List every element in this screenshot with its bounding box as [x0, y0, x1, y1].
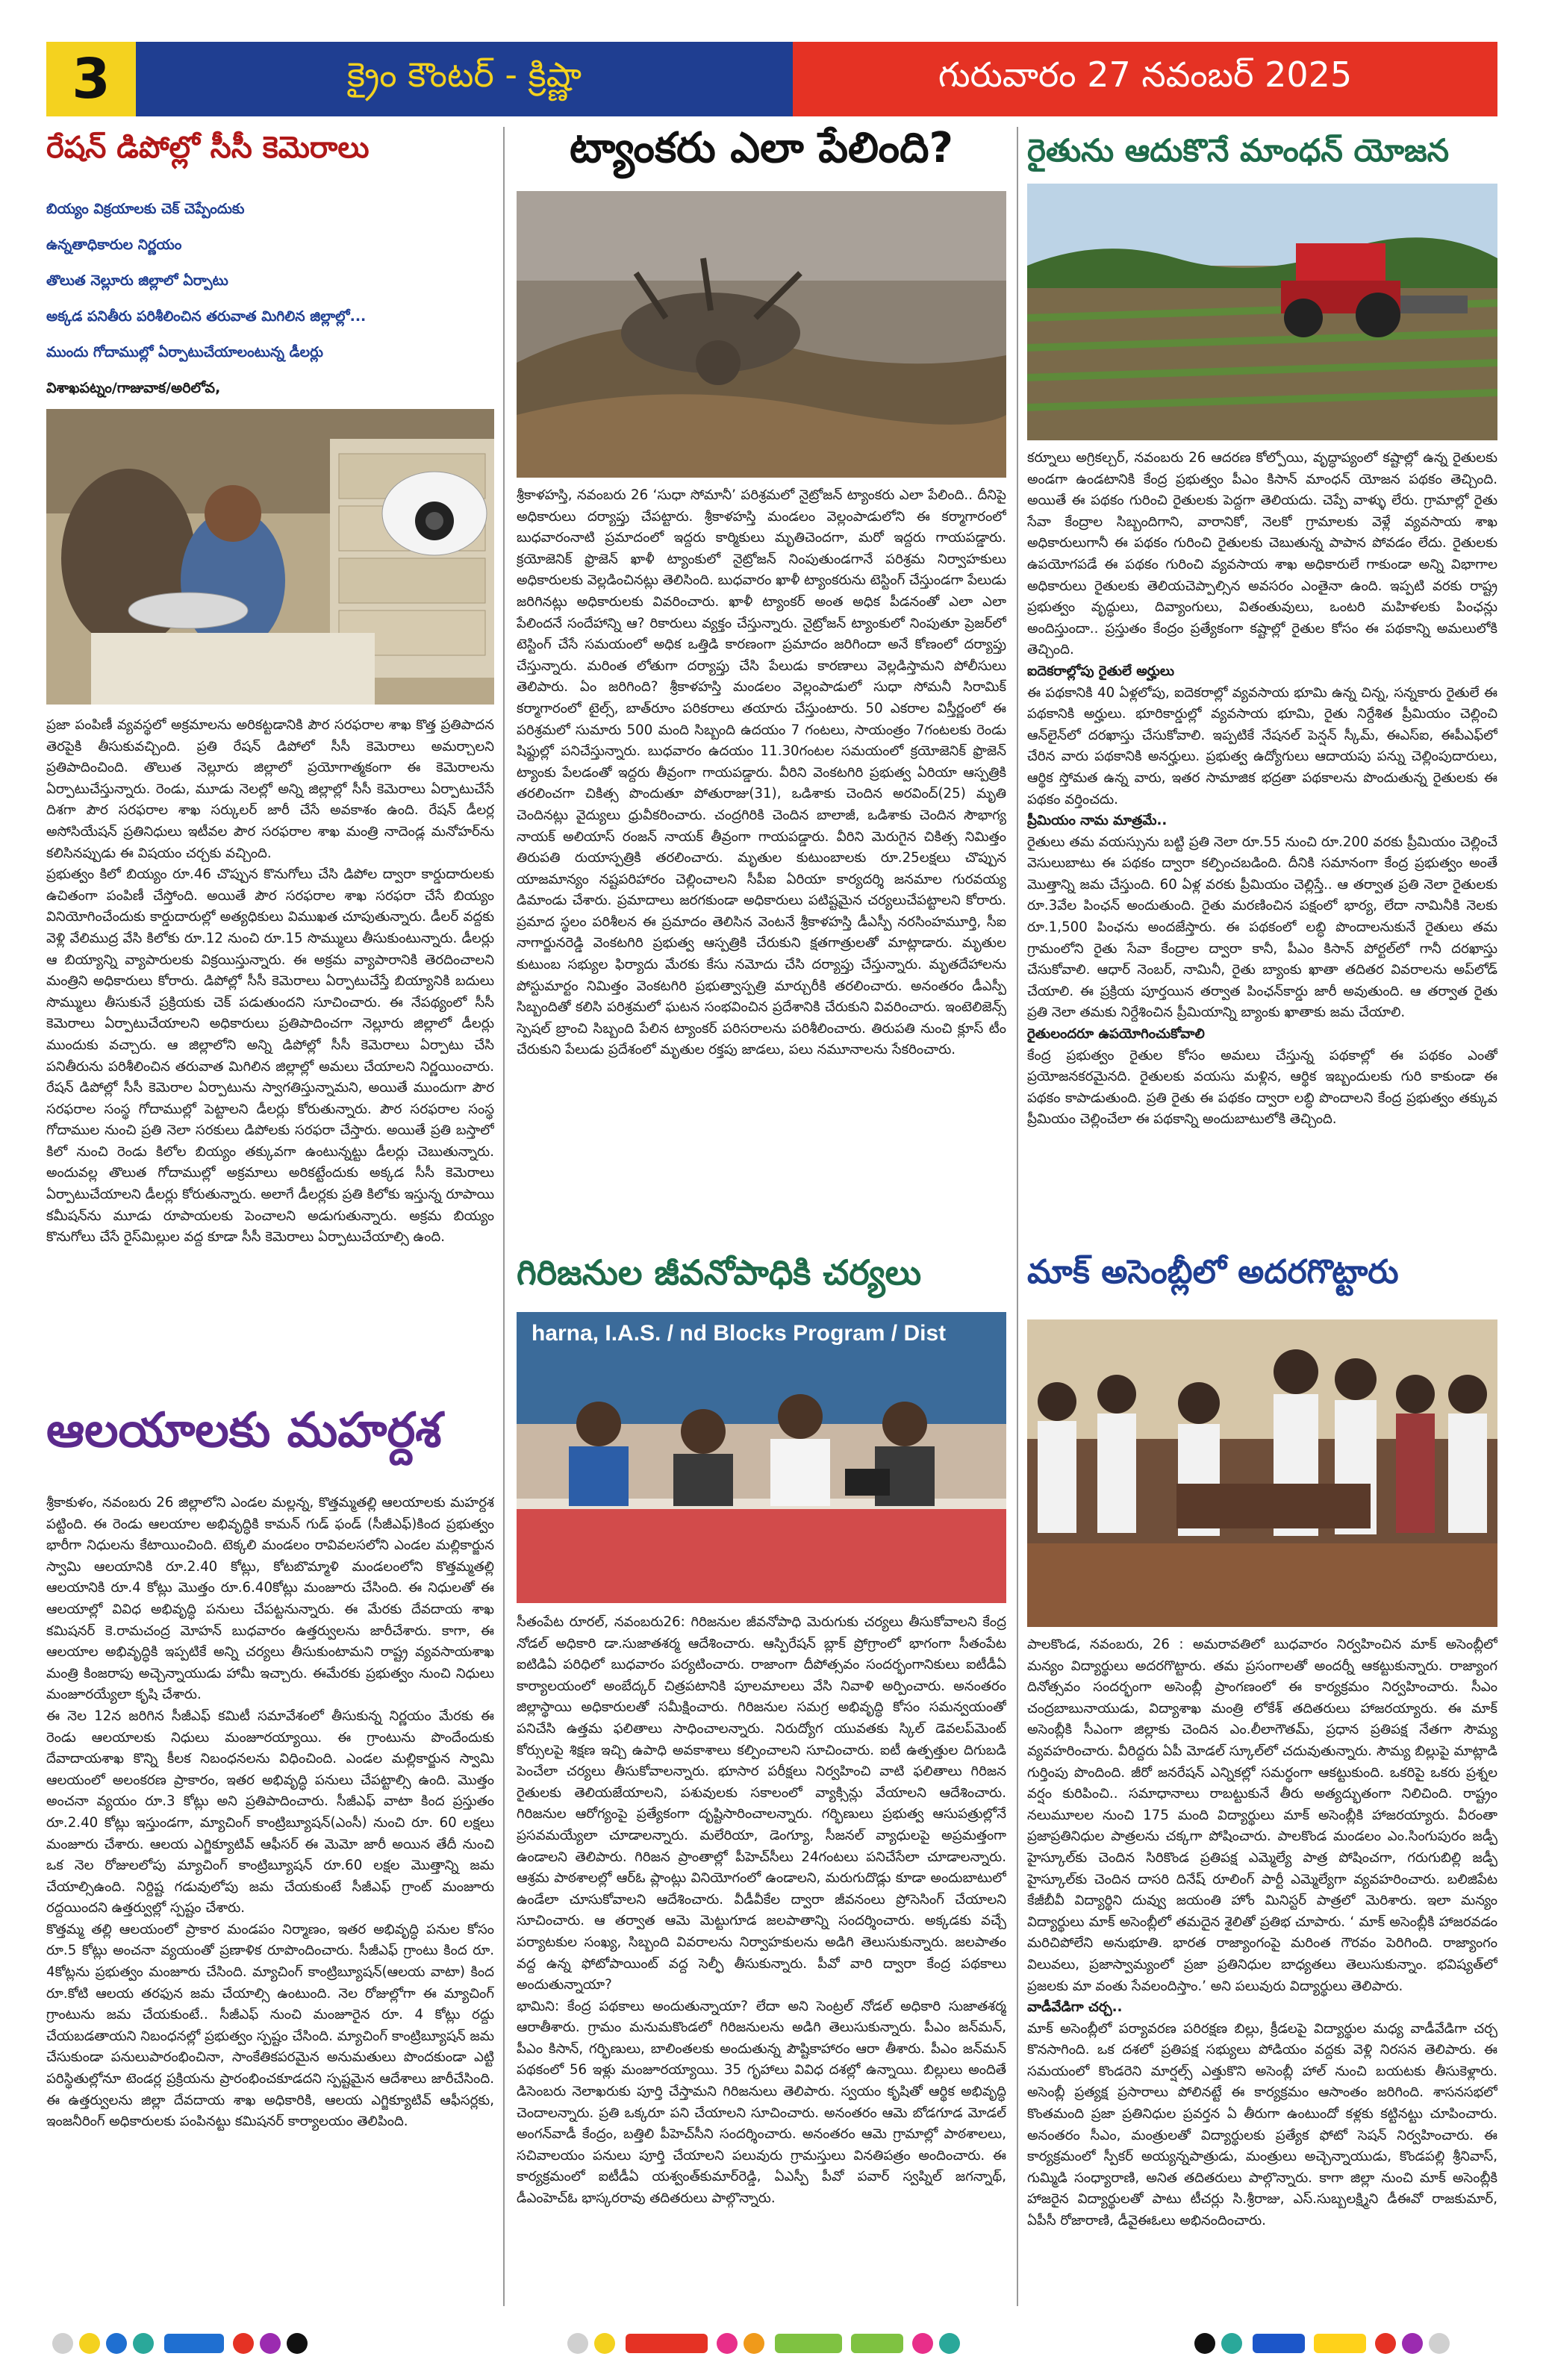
mock-body: [1027, 1634, 1497, 2284]
page-number: 3: [46, 42, 136, 116]
tribal-banner-text: harna, I.A.S. / nd Blocks Program / Dist: [532, 1321, 947, 1346]
ration-subhead: బియ్యం విక్రయాలకు చెక్ చెప్పేందుకు: [46, 201, 245, 217]
temples-paragraph: కొత్తమ్మ తల్లి ఆలయంలో ప్రాకార మండపం నిర్మాణం, ఇతర అభివృద్ధి పనుల కోసం రూ.5 కోట్లు అంచనా వ్యయంతో ప్రణాళిక రూపొందించారు. సీజీఎఫ్ గ్రాంటు కింద రూ. 4కోట్లను ప్రభుత్వం మంజూరు చేసింది. మ్యాచింగ్ కాంట్రిబ్యూషన్(ఆలయ వాటా) కింద రూ.కోటి ఆలయ తరఫున జమ చేయాల్సి ఉంటుంది. నెల రోజుల్లోగా ఈ మ్యాచింగ్ గ్రాంటును జమ చేయకుంటే.. సీజీఎఫ్ నుంచి మంజూరైన రూ. 4 కోట్లు రద్దు చేయబడతాయని నిబంధనల్లో ప్రభుత్వం స్పష్టం చేసింది. మ్యాచింగ్ కాంట్రిబ్యూషన్ జమ చేసుకుండా పనులుపారంభించినా, సాంకేతికపరమైన అనుమతులు పొందకుండా ఎట్టి పరిస్థితుల్లోనూ టెండర్ల ప్రక్రియను ప్రారంభించకూడదని స్పష్టమైన ఆదేశాలు జారీచేసింది. ఈ ఉత్తర్వులను జిల్లా దేవదాయ శాఖ అధికారికి, ఆలయ ఎగ్జిక్యూటివ్ ఆఫీసర్లకు, ఇంజనీరింగ్ అధికారులకు పంపినట్టు కమిషనర్ కార్యాలయం తెలిపింది.: [46, 1921, 494, 2130]
issue-date: గురువారం 27 నవంబర్ 2025: [793, 42, 1497, 116]
footer-dot: [912, 2333, 933, 2354]
farmers-paragraph: రైతులు తమ వయస్సును బట్టి ప్రతి నెలా రూ.55 నుంచి రూ.200 వరకు ప్రీమియం చెల్లించే వెసులుబాటు ఈ పథకం ద్వారా కల్పించబడింది. దీనికి సమానంగా కేంద్ర ప్రభుత్వం అంతే మొత్తాన్ని జమ చేస్తుంది. 60 ఏళ్ల వరకు ప్రీమియం చెల్లిస్తే.. ఆ తర్వాత ప్రతి నెలా రైతులకు రూ.3వేల పింఛన్ అందుతుంది. రైతు మరణించిన పక్షంలో భార్య, లేదా నామినీకి నెలకు రూ.1,500 పింఛను అందజేస్తారు. ఈ పథకంలో లబ్ధి పొందాలనుకునే రైతులు తమ గ్రామంలోని రైతు సేవా కేంద్రాల ద్వారా కానీ, పీఎం కిసాన్ పోర్టల్‌లో గానీ దరఖాస్తు చేసుకోవాలి. ఆధార్ నెంబర్, నామినీ, రైతు బ్యాంకు ఖాతా తదితర వివరాలను అప్‌లోడ్ చేయాలి. ఈ ప్రక్రియ పూర్తయిన తర్వాత పింఛన్‌కార్డు జారీ అవుతుంది. ఆ తర్వాత రైతు ప్రతి నెలా తమకు నిర్దేశించిన ప్రీమియాన్ని బ్యాంకు ఖాతాకు జమ చేయాలి.: [1027, 834, 1497, 1021]
footer-dot: [106, 2333, 127, 2354]
mock-headline: మాక్ అసెంబ్లీలో అదరగొట్టారు: [1027, 1253, 1399, 1291]
tanker-photo-graphic: [517, 191, 1006, 478]
ration-paragraph: ప్రజా పంపిణీ వ్యవస్థలో అక్రమాలను అరికట్టడానికి పౌర సరఫరాల శాఖ కొత్త ప్రతిపాదన తెరపైకి తీసుకువచ్చింది. ప్రతి రేషన్ డిపోలో సీసీ కెమెరాలు అమర్చాలని ప్రతిపాదించింది. తొలుత నెల్లూరు జిల్లాలో ప్రయోగాత్మకంగా ఈ కెమెరాలను ఏర్పాటుచేస్తున్నారు. రెండు, మూడు నెలల్లో అన్ని జిల్లాల్లో సీసీ కెమెరాలు ఏర్పాటుచేసే దిశగా పౌర సరఫరాల శాఖ సర్కులర్ జారీ చేసే అవకాశం ఉంది. రేషన్ డీలర్ల అసోసియేషన్ ప్రతినిధులు ఇటీవల పౌర సరఫరాల శాఖ మంత్రి నాదెండ్ల మనోహర్‌ను కలిసినప్పుడు ఈ విషయం చర్చకు వచ్చింది.: [46, 717, 494, 861]
tribal-headline: గిరిజనుల జీవనోపాధికి చర్యలు: [517, 1252, 922, 1293]
ration-subheads: [46, 191, 494, 406]
tanker-headline: ట్యాంకరు ఎలా పేలింది?: [569, 124, 954, 172]
farmers-paragraph: కర్నూలు అగ్రికల్చర్, నవంబరు 26 ఆదరణ కోల్పోయి, వృద్ధాప్యంలో కష్టాల్లో ఉన్న రైతులకు అండగా ఉండటానికి కేంద్ర ప్రభుత్వం పీఎం కిసాన్ మాంధన్ యోజన పథకం తెచ్చింది. అయితే ఈ పథకం గురించి రైతులకు పెద్దగా తెలియదు. చెప్పే వాళ్ళు లేరు. గ్రామాల్లో రైతు సేవా కేంద్రాల సిబ్బందిగాని, వారానికో, నెలకో గ్రామాలకు వెళ్లే వ్యవసాయ శాఖ అధికారులుగానీ ఈ పథకం గురించి రైతులకు చెబుతున్న పాపాన పోవడం లేదు. రైతులకు ఉపయోగపడే ఈ పథకం గురించి వ్యవసాయ శాఖ అధికారులే గాకుండా అన్ని విభాగాల అధికారులు రైతులకు తెలియచెప్పాల్సిన అవసరం ఎంతైనా ఉంది. ఇప్పటి వరకు రాష్ట్ర ప్రభుత్వం వృద్ధులు, దివ్యాంగులు, వితంతువులు, ఒంటరి మహిళలకు పింఛన్లు అందిస్తుందా.. ప్రస్తుతం కేంద్రం ప్రత్యేకంగా కష్టాల్లో రైతుల కోసం ఈ పథకాన్ని అమలులోకి తెచ్చింది.: [1027, 450, 1497, 658]
tribal-body: [517, 1612, 1006, 2284]
temples-headline: ఆలయాలకు మహర్దశ: [46, 1403, 442, 1458]
footer-dot: [1375, 2333, 1396, 2354]
ration-dateline: విశాఖపట్నం/గాజువాక/అరిలోవ,: [46, 380, 221, 396]
edition-title: క్రైం కౌంటర్ - క్రిష్ణా: [136, 42, 793, 116]
farmers-subhead: రైతులందరూ ఉపయోగించుకోవాలి: [1027, 1026, 1205, 1043]
ration-subhead: ఉన్నతాధికారుల నిర్ణయం: [46, 237, 182, 253]
farmers-subhead: ప్రీమియం నామ మాత్రమే..: [1027, 813, 1168, 829]
ration-photo-graphic: [46, 409, 494, 705]
footer-dot: [260, 2333, 281, 2354]
mock-paragraph: మాక్ అసెంబ్లీలో పర్యావరణ పరిరక్షణ బిల్లు, క్రీడలపై విద్యార్థుల మధ్య వాడీవేడిగా చర్చ కొనసాగింది. ఒక దశలో ప్రతిపక్ష సభ్యులు పోడియం వద్దకు వెళ్లి నిరసన తెలిపారు. ఈ సమయంలో కొండరెని మార్షల్స్ ఎత్తుకొని అసెంబ్లీ హాల్ నుంచి బయటకు తీసుకెళ్లారు. అసెంబ్లీ ప్రత్యక్ష ప్రసారాలు పోలినట్టే ఈ కార్యక్రమం ఆసాంతం జరిగింది. శాసనసభలో కొంతమంది ప్రజా ప్రతినిధుల ప్రవర్తన ఏ తీరుగా ఉంటుందో కళ్లకు కట్టినట్టు చూపించారు. అనంతరం సీఎం, మంత్రులతో విద్యార్థులకు ప్రత్యేక ఫోటో సెషన్ నిర్వహించారు. ఈ కార్యక్రమంలో స్పీకర్ అయ్యన్నపాత్రుడు, మంత్రులు అచ్చెన్నాయుడు, కొండపల్లి శ్రీనివాస్, గుమ్మిడి సంధ్యారాణి, అనిత తదితరులు పాల్గొన్నారు. కాగా జిల్లా నుంచి మాక్ అసెంబ్లీకి హాజరైన విద్యార్థులతో పాటు టీచర్లు సి.శ్రీరాజు, ఎస్.సుబ్బలక్ష్మిని డీఈవో రాజకుమార్, ఏపీసీ రోజారాణి, డీవైఈఓలు అభినందించారు.: [1027, 2020, 1497, 2229]
tribal-paragraph: సీతంపేట రూరల్, నవంబరు26: గిరిజనుల జీవనోపాధి మెరుగుకు చర్యలు తీసుకోవాలని కేంద్ర నోడల్ అధికారి డా.సుజాతశర్మ ఆదేశించారు. ఆస్పిరేషన్ బ్లాక్ ప్రోగ్రాంలో భాగంగా సీతంపేట ఐటిడిఏ పరిధిలో బుధవారం పర్యటించారు. రాజాంగా దీపోత్సవం సందర్భంగానికులు ఐటీడీఏ కార్యాలయంలో అంబేద్కర్ చిత్రపటానికి పూలమాలలు వేసి నివాళి అర్పించారు. అనంతరం జిల్లాస్థాయి అధికారులతో సమీక్షించారు. గిరిజనుల సమగ్ర అభివృద్ధి కోసం సమన్వయంతో పనిచేసి ఉత్తమ ఫలితాలు సాధించాలన్నారు. నిరుద్యోగ యువతకు స్కిల్ డెవలప్‌మెంట్ కోర్సులపై శిక్షణ ఇచ్చి ఉపాధి అవకాశాలు కల్పించాలని సూచించారు. ఐటీ ఉత్పత్తుల దిగుబడి పెంచేలా చర్యలు తీసుకోవాలన్నారు. భూసార పరీక్షలు నిర్వహించి వాటి ఫలితాలు గిరిజన రైతులకు తెలియజేయాలని, పశువులకు సకాలంలో వ్యాక్సిన్లు వేయాలని ఆదేశించారు. గిరిజనుల ఆరోగ్యంపై ప్రత్యేకంగా దృష్టిసారించాలన్నారు. గర్భిణులు ప్రభుత్వ ఆసుపత్రుల్లోనే ప్రసవమయ్యేలా చూడాలన్నారు. మలేరియా, డెంగ్యూ, సీజనల్ వ్యాధులపై అప్రమత్తంగా ఉండాలని తెలిపారు. గిరిజన ప్రాంతాల్లో పీహెచ్‌సీలు 24గంటలు పనిచేసేలా చూడాలన్నారు. ఆశ్రమ పాఠశాలల్లో ఆర్‌ఓ ప్లాంట్లు వినియోగంలో ఉండాలని, మరుగుదొడ్లు కూడా అందుబాటులో ఉండేలా చూసుకోవాలని ఆదేశించారు. వీడీవీకేల ద్వారా జీవనంలు ప్రోసెసింగ్ చేయాలని సూచించారు. ఆ తర్వాత ఆమె మెట్టుగూడ జలపాతాన్ని సందర్శించారు. అక్కడకు వచ్చే పర్యాటకుల సంఖ్య, సిబ్బంది వివరాలను నిర్వాహకులను అడిగి తెలుసుకున్నారు. జలపాతం వద్ద ఉన్న ఫోటో‌పాయింట్ వద్ద సెల్ఫీ తీసుకున్నారు. పీవో వారి ద్వారా కేంద్ర పథకాలు అందుతున్నాయా?: [517, 1614, 1006, 1993]
temples-paragraph: ఈ నెల 12న జరిగిన సీజీఎఫ్ కమిటీ సమావేశంలో తీసుకున్న నిర్ణయం మేరకు ఈ రెండు ఆలయాలకు నిధులు మంజూరయ్యాయి. ఈ గ్రాంటును పొందేందుకు దేవాదాయశాఖ కొన్ని కీలక నిబంధనలను విధించింది. ఎండల మల్లికార్జున స్వామి ఆలయంలో అలంకరణ ప్రాకారం, ఇతర అభివృద్ధి పనులు చేపట్టాల్సి ఉంది. మొత్తం అంచనా వ్యయం రూ.3 కోట్లు అని ప్రతిపాదించారు. సీజీఎఫ్ వాటా కింద ప్రస్తుతం రూ.2.40 కోట్లు ఇస్తుండగా, మ్యాచింగ్ కాంట్రిబ్యూషన్(ఎంసీ) నుంచి రూ. 60 లక్షలు మంజూరు చేశారు. ఆలయ ఎగ్జిక్యూటివ్ ఆఫీసర్ ఈ మెమో జారీ అయిన తేదీ నుంచి ఒక నెల రోజులలోపు మ్యాచింగ్ కాంట్రిబ్యూషన్ రూ.60 లక్షల మొత్తాన్ని జమ చేయాల్సిఉంది. నిర్దిష్ట గడువులోపు జమ చేయకుంటే సీజీఎఫ్ గ్రాంట్ మంజూరు రద్దయిందని ఉత్తర్వుల్లో స్పష్టం చేశారు.: [46, 1708, 494, 1917]
footer-bar: [775, 2334, 842, 2353]
farmers-photo-graphic: [1027, 184, 1497, 440]
footer-bar: [851, 2334, 903, 2353]
footer-dot: [939, 2333, 960, 2354]
tribal-paragraph: భామిని: కేంద్ర పథకాలు అందుతున్నాయా? లేదా అని సెంట్రల్ నోడల్ అధికారి సుజాతశర్మ ఆరాతీశారు. గ్రామం మనుమకొండలో గిరిజనులను అడిగి తెలుసుకున్నారు. పీఎం జన్‌మన్, పీఎం కిసాన్, గర్భిణులు, బాలింతలకు అందుతున్న పౌష్టికాహారం ఆరా తీశారు. పీఎం జన్‌మన్ పథకంలో 56 ఇళ్లు మంజూరయ్యాయి. 35 గృహాలు వివిధ దశల్లో ఉన్నాయి. బిల్లులు అందితే డిసెంబరు నెలాఖరుకు పూర్తి చేస్తామని గిరిజనులు తెలిపారు. స్వయం కృషితో ఆర్థిక అభివృద్ధి చెందాలన్నారు. ప్రతి ఒక్కరూ పని చేయాలని సూచించారు. అనంతరం ఆమె బోడగూడ మోడల్ అంగన్‌వాడీ కేంద్రం, బత్తిలి పీహెచ్‌సీని సందర్శించారు. అనంతరం ఆమె గ్రామాల్లో పాఠశాలలు, సచివాలయం పనులు పూర్తి చేయాలని పలువురు గ్రామస్తులు వినతిపత్రం అందించారు. ఈ కార్యక్రమంలో ఐటీడీఏ యశ్వంత్‌కుమార్‌రెడ్డి, ఏఎస్పీ పీవో పవార్ స్వప్నిల్ జగన్నాథ్, డీఎంహెచ్‌ఓ భాస్కరరావు తదితరులు పాల్గొన్నారు.: [517, 1998, 1006, 2207]
footer-bar: [1253, 2334, 1305, 2353]
ration-subhead: తొలుత నెల్లూరు జిల్లాలో ఏర్పాటు: [46, 272, 228, 289]
footer-bar: [164, 2334, 224, 2353]
footer-dot: [287, 2333, 308, 2354]
farmers-headline: రైతును ఆదుకొనే మాంధన్ యోజన: [1027, 132, 1450, 169]
ration-headline: రేషన్ డిపోల్లో సీసీ కెమెరాలు: [46, 131, 370, 165]
ration-subhead: ముందు గోదాముల్లో ఏర్పాటుచేయాలంటున్న డీలర్లు: [46, 344, 323, 360]
footer-dot: [594, 2333, 615, 2354]
farmers-photo: [1027, 184, 1497, 440]
column-divider-2: [1017, 127, 1018, 2306]
footer-dot: [1221, 2333, 1242, 2354]
footer-dot: [79, 2333, 100, 2354]
tanker-photo: [517, 191, 1006, 478]
ration-subhead: అక్కడ పనితీరు పరిశీలించిన తరువాత మిగిలిన జిల్లాల్లో...: [46, 308, 367, 325]
footer-dot: [52, 2333, 73, 2354]
farmers-paragraph: కేంద్ర ప్రభుత్వం రైతుల కోసం అమలు చేస్తున్న పథకాల్లో ఈ పథకం ఎంతో ప్రయోజనకరమైనది. రైతులకు వయసు మళ్లిన, ఆర్థిక ఇబ్బందులకు గురి కాకుండా ఈ పథకం కాపాడుతుంది. ప్రతి రైతు ఈ పథకం ద్వారా లబ్ధి పొందాలని కేంద్ర ప్రభుత్వం తక్కువ ప్రీమియం చెల్లించేలా ఈ పథకాన్ని అందుబాటులోకి తెచ్చింది.: [1027, 1047, 1497, 1128]
mock-photo-graphic: [1027, 1319, 1497, 1627]
footer-dot: [1429, 2333, 1450, 2354]
footer-dot: [1194, 2333, 1215, 2354]
farmers-subhead: ఐదెకరాల్లోపు రైతులే అర్హులు: [1027, 663, 1175, 679]
temples-paragraph: శ్రీకాకుళం, నవంబరు 26 జిల్లాలోని ఎండల మల్లన్న, కొత్తమ్మతల్లి ఆలయాలకు మహర్దశ పట్టింది. ఈ రెండు ఆలయాల అభివృద్ధికి కామన్ గుడ్ ఫండ్ (సీజీఎఫ్)కింద ప్రభుత్వం భారీగా నిధులను కేటాయించింది. టెక్కలి మండలం రావివలసలోని ఎండల మల్లికార్జున స్వామి ఆలయానికి రూ.2.40 కోట్లు, కోటబొమ్మాళి మండలంలోని కొత్తమ్మతల్లి ఆలయానికి రూ.4 కోట్లు మొత్తం రూ.6.40కోట్లు మంజూరు చేసింది. ఈ నిధులతో ఈ ఆలయాల్లో వివిధ అభివృద్ధి పనులు చేపట్టనున్నారు. ఈ మేరకు దేవదాయ శాఖ కమిషనర్ కె.రామచంద్ర మోహన్ బుధవారం ఉత్తర్వులను జారీచేశారు. కాగా, ఈ ఆలయాల అభివృద్ధికి ఇప్పటికే అన్ని చర్యలు తీసుకుంటామని రాష్ట్ర వ్యవసాయశాఖ మంత్రి కింజరాపు అచ్చెన్నాయుడు హామీ ఇచ్చారు. ఈమేరకు ప్రభుత్వం నుంచి నిధులు మంజూరయ్యేలా కృషి చేశారు.: [46, 1495, 494, 1703]
footer-dot: [133, 2333, 154, 2354]
ration-photo: [46, 409, 494, 705]
ration-paragraph: ప్రభుత్వం కిలో బియ్యం రూ.46 చొప్పున కొనుగోలు చేసి డిపోల ద్వారా కార్డుదారులకు ఉచితంగా పంపిణీ చేస్తోంది. అయితే పౌర సరఫరాల శాఖ సరఫరా చేసే బియ్యం వినియోగించేందుకు కార్డుదారుల్లో అత్యధికులు విముఖత చూపుతున్నారు. డీలర్ వద్దకు వెళ్లి వేలిముద్ర వేసి కిలోకు రూ.12 నుంచి రూ.15 సొమ్ములు తీసుకుంటున్నారు. డీలర్లు ఆ బియ్యాన్ని వ్యాపారులకు విక్రయిస్తున్నారు. ఈ అక్రమ వ్యాపారానికి తెరదించాలని మంత్రిని అధికారులు కోరారు. డిపోల్లో సీసీ కెమెరాలు ఏర్పాటుచేస్తే బియ్యానికి బదులు సొమ్ములు తీసుకునే ప్రక్రియకు చెక్ పడుతుందని సూచించారు. ఈ నేపథ్యంలో సీసీ కెమెరాలు ఏర్పాటుచేయాలని అధికారులు ప్రతిపాదించగా నెల్లూరు జిల్లాలో డీలర్లు ముందుకు వచ్చారు. ఆ జిల్లాలోని అన్ని డిపోల్లో సీసీ కెమెరాలు ఏర్పాటు చేసి పనితీరును పరిశీలించిన తరువాత మిగిలిన జిల్లాల్లో అమలు చేయాలని నిర్ణయించారు. రేషన్ డిపోల్లో సీసీ కెమెరాల ఏర్పాటును స్వాగతిస్తున్నామని, అయితే ముందుగా పౌర సరఫరాల సంస్థ గోదాముల్లో పెట్టాలని డీలర్లు కోరుతున్నారు. పౌర సరఫరాల సంస్థ గోదాముల నుంచి ప్రతి నెలా సరకులు డిపోలకు సరఫరా చేస్తారు. అయితే ప్రతి బస్తాలో కిలో నుంచి రెండు కిలోల బియ్యం తక్కువగా ఉంటున్నట్టు డీలర్లు చెబుతున్నారు. అందువల్ల తొలుత గోదాముల్లో అక్రమాలు అరికట్టేందుకు అక్కడ సీసీ కెమెరాలు ఏర్పాటుచేయాలని డీలర్లు కోరుతున్నారు. అలాగే డీలర్లకు ప్రతి కిలోకు ఇస్తున్న రూపాయి కమీషన్‌ను మూడు రూపాయలకు పెంచాలని అడుగుతున్నారు. అక్రమ బియ్యం కొనుగోలు చేసే రైస్‌మిల్లుల వద్ద కూడా సీసీ కెమెరాలు ఏర్పాటుచేయాల్సి ఉంది.: [46, 866, 494, 1246]
column-divider-1: [503, 127, 505, 2306]
tanker-paragraph: శ్రీకాళహస్తి, నవంబరు 26 ‘సుధా సోమానీ’ పరిశ్రమలో నైట్రోజన్ ట్యాంకరు ఎలా పేలింది.. దీనిపై అధికారులు దర్యాప్తు చేపట్టారు. శ్రీకాళహస్తి మండలం వెల్లంపాడులోని ఈ కర్మాగారంలో బుధవారంనాటి ప్రమాదంలో ఇద్దరు కార్మికులు మృతిచెందగా, మరో ఇద్దరు గాయపడ్డారు. క్రయోజెనిక్ ఫ్రొజెన్ ఖాళీ ట్యాంకులో నైట్రోజన్ నింపుతుండగానే పరిశ్రమ నిర్వాహకులు అధికారులకు వెల్లడించినట్లు తెలిసింది. బుధవారం ఖాళీ ట్యాంకరును టెస్టింగ్ చేస్తుండగా పేలుడు జరిగినట్లు అధికారులకు వివరించారు. ఖాళీ ట్యాంకర్ అంత అధిక పీడనంతో ఎలా ఎలా పేలిందనే సందేహాన్ని ఆ? రికారులు వ్యక్తం చేస్తున్నారు. నైట్రోజన్ ట్యాంకులో నింపుతూ ప్రెజర్‌లో టెస్టింగ్ చేసే సమయంలో అధిక ఒత్తిడి కారణంగా ప్రమాదం జరిగిందా అనే కోణంలో దర్యాప్తు చేస్తున్నారు. మరింత లోతుగా దర్యాప్తు చేసి పేలుడు కారణాలు వెల్లడిస్తామని పోలీసులు తెలిపారు. ఏం జరిగింది? శ్రీకాళహస్తి మండలం వెల్లంపాడులో సుధా సోమనీ సిరామిక్ కర్మాగారంలో టైల్స్, బాత్‌రూం పరికరాలు తయారు చేస్తుంటారు. 50 ఎకరాల విస్తీర్ణంలో ఈ పరిశ్రమలో సుమారు 500 మంది సిబ్బంది ఉదయం 7 గంటలు, సాయంత్రం 7గంటలకు రెండు షిఫ్టుల్లో పనిచేస్తున్నారు. బుధవారం ఉదయం 11.30గంటల సమయంలో క్రయోజెనిక్ ఫ్రొజెన్ ట్యాంకు పేలడంతో ఇద్దరు తీవ్రంగా గాయపడ్డారు. వీరిని వెంకటగిరి ప్రభుత్వ ఏరియా ఆస్పత్రికి తరలించగా చికిత్స పొందుతూ పోతురాజు(31), ఒడిశాకు చెందిన అరవింద్‌(25) మృతి చెందినట్లు వైద్యులు ధ్రువీకరించారు. చంద్రగిరికి చెందిన బాలాజీ, ఒడిశాకు చెందిన సౌభాగ్య నాయక్ అలియాస్ రంజన్ నాయక్ తీవ్రంగా గాయపడ్డారు. వీరిని మెరుగైన చికిత్స నిమిత్తం తిరుపతి రుయాస్పత్రికి తరలించారు. మృతుల కుటుంబాలకు రూ.25లక్షలు చొప్పున యాజమాన్యం నష్టపరిహారం చెల్లించాలని సీపీఐ ఏరియా కార్యదర్శి జనమాల గురవయ్య డిమాండు చేశారు. ప్రమాదాలు జరగకుండా అధికారులు పటిష్టమైన చర్యలుచేపట్టాలని కోరారు. ప్రమాద స్థలం పరిశీలన ఈ ప్రమాదం తెలిసిన వెంటనే శ్రీకాళహస్తి డీఎస్పీ నరసింహమూర్తి, సీఐ నాగార్జునరెడ్డి వెంకటగిరి ప్రభుత్వ ఆస్పత్రికి చేరుకుని క్షతగాత్రులతో మాట్లాడారు. మృతుల కుటుంబ సభ్యుల ఫిర్యాదు మేరకు కేసు నమోదు చేసి దర్యాప్తు చేస్తున్నారు. మృతదేహాలను పోస్టుమార్టం నిమిత్తం వెంకటగిరి ప్రభుత్వాస్పత్రి మార్చురీకి తరలించారు. అనంతరం డీఎస్పీ సిబ్బందితో కలిసి పరిశ్రమలో ఘటన సంభవించిన ప్రదేశానికి చేరుకుని వివరించారు. ఇంటెలిజెన్స్ స్పెషల్ బ్రాంచి సిబ్బంది పేలిన ట్యాంకర్ పరిసరాలను పరిశీలించారు. తిరుపతి నుంచి క్లూస్ టీం చేరుకుని పేలుడు ప్రదేశంలో మృతుల రక్తపు జాడలు, పలు నమూనాలను సేకరించారు.: [517, 487, 1006, 1058]
footer-dot: [567, 2333, 588, 2354]
footer-bar: [626, 2334, 708, 2353]
footer-dot: [1402, 2333, 1423, 2354]
farmers-paragraph: ఈ పథకానికి 40 ఏళ్లలోపు, ఐదెకరాల్లో వ్యవసాయ భూమి ఉన్న చిన్న, సన్నకారు రైతులే ఈ పథకానికి అర్హులు. భూరికార్డుల్లో వ్యవసాయ భూమి, రైతు నిర్దేశిత ప్రీమియం చెల్లించి ఆన్‌లైన్‌లో దరఖాస్తు చేసుకోవాలి. ఇప్పటికే నేషనల్ పెన్షన్ స్కీమ్, ఈఎస్ఐ, ఈపీఎఫ్‌లో చేరిన వారు పథకానికి అనర్హులు. ప్రభుత్వ ఉద్యోగులు ఆదాయపు పన్ను చెల్లింపుదారులు, ఆర్థిక స్తోమత ఉన్న వారు, ఇతర సామాజిక భద్రతా పథకాలను పొందుతున్న రైతులకు ఈ పథకం వర్తించదు.: [1027, 684, 1497, 808]
footer-color-strip: [0, 2321, 1543, 2366]
footer-bar: [1314, 2334, 1366, 2353]
footer-dot: [744, 2333, 764, 2354]
tanker-body: [517, 485, 1006, 1237]
tribal-photo-graphic: [517, 1312, 1006, 1603]
farmers-body: [1027, 448, 1497, 1276]
ration-body: [46, 715, 494, 1373]
mock-subhead: వాడీవేడిగా చర్చ..: [1027, 1999, 1123, 2016]
tribal-photo: [517, 1312, 1006, 1603]
footer-dot: [233, 2333, 254, 2354]
mock-paragraph: పాలకొండ, నవంబరు, 26 : అమరావతిలో బుధవారం నిర్వహించిన మాక్ అసెంబ్లీలో మన్యం విద్యార్థులు అదరగొట్టారు. తమ ప్రసంగాలతో అందర్నీ ఆకట్టుకున్నారు. రాజ్యాంగ దినోత్సవం సందర్భంగా అసెంబ్లీ ప్రాంగణంలో ఈ కార్యక్రమం నిర్వహించారు. సీఎం చంద్రబాబునాయుడు, విద్యాశాఖ మంత్రి లోకేశ్ తదితరులు హాజరయ్యారు. ఈ మాక్ అసెంబ్లీకి సీఎంగా జిల్లాకు చెందిన ఎం.లీలాగౌతమ్, ప్రధాన ప్రతిపక్ష నేతగా సౌమ్య వ్యవహరించారు. వీరిద్దరు ఏపీ మోడల్ స్కూల్‌లో చదువుతున్నారు. సౌమ్య బిల్లుపై మాట్లాడి గుర్తింపు పొందింది. జీరో జనరేషన్ ఎన్నికల్లో సమర్థంగా ఆకట్టుకుంది. ఒకరిపై ఒకరు ప్రశ్నల వర్షం కురిపించి.. సమాధానాలు రాబట్టుకునే తీరు అత్యద్భుతంగా నిలిచింది. రాష్ట్రం నలుమూలల నుంచి 175 మంది విద్యార్థులు మాక్ అసెంబ్లీకి హాజరయ్యారు. వీరంతా ప్రజాప్రతినిధుల పాత్రలను చక్కగా పోషించారు. పాలకొండ మండలం ఎం.సింగుపురం జడ్పీ హైస్కూల్‌కు చెందిన సిరికొండ ప్రతిపక్ష ఎమ్మెల్యే పాత్ర పోషించగా, గరుగుబిల్లి జడ్పీ హైస్కూల్‌కు చెందిన దాసరి దినేష్ రూలింగ్ పార్టీ ఎమ్మెల్యేగా వ్యవహరించారు. బలిజిపేట కేజీబీవీ విద్యార్థిని దువ్వు జయంతి హోం మినిస్టర్ పాత్రలో మెరిశారు. ఇలా మన్యం విద్యార్థులు మాక్ అసెంబ్లీలో తమదైన శైలితో ప్రతిభ చూపారు. ‘ మాక్ అసెంబ్లీకి హాజరవడం మరిచిపోలేని అనుభూతి. భారత రాజ్యాంగంపై మరింత గౌరవం పెరిగింది. రాజ్యాంగం విలువలు, ప్రజాస్వామ్యంలో ప్రజా ప్రతినిధుల బాధ్యతలు తెలుసుకున్నాం. భవిష్యత్‌లో ప్రజలకు మా వంతు సేవలందిస్తాం.’ అని పలువురు విద్యార్థులు తెలిపారు.: [1027, 1637, 1497, 1994]
mock-photo: [1027, 1319, 1497, 1627]
footer-dot: [717, 2333, 738, 2354]
temples-body: [46, 1493, 494, 2284]
